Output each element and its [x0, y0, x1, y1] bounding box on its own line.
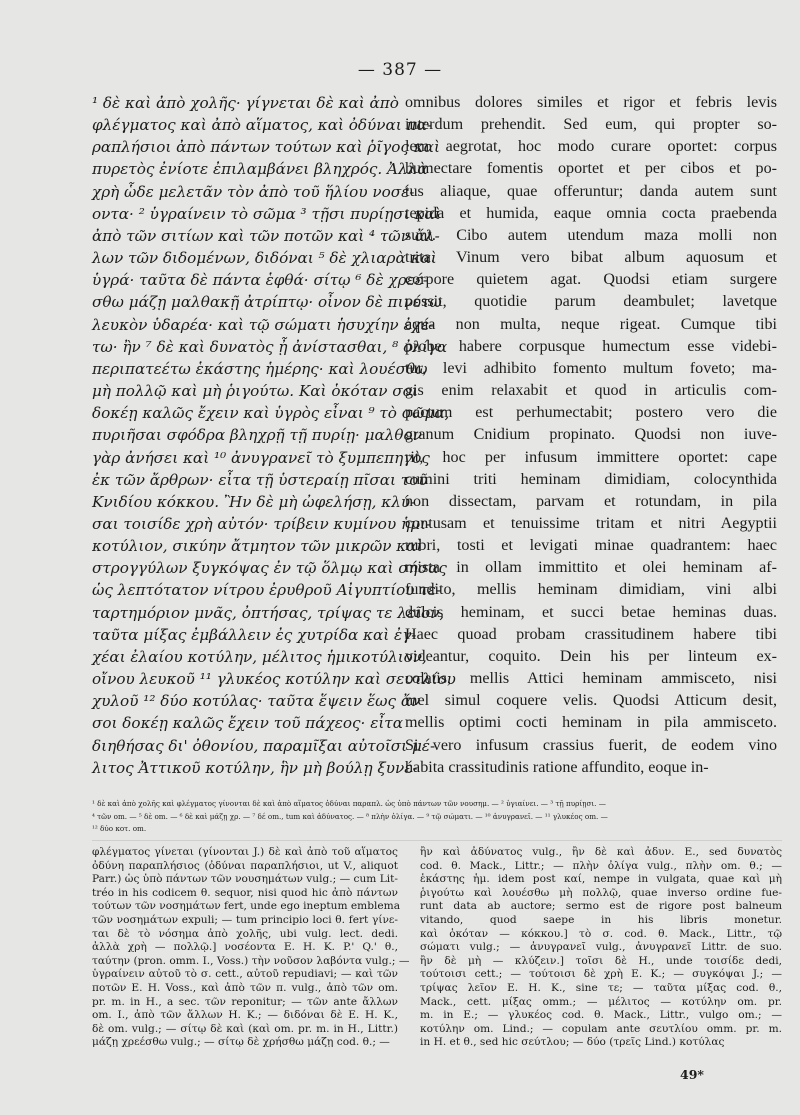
footnote-line: ¹ δὲ καὶ ἀπὸ χολῆς καὶ φλέγματος γίνονται δὲ καὶ ἀπὸ αἵματος ὀδύναι παραπλ. ὡς ὑπὸ πάντων τῶν νουσημ. — ² ὑγιαίνει. — ³ τῇ πυρίῃσι. —: [92, 799, 606, 808]
greek-line: διηθήσας δι' ὀθονίου, παραμῖξαι αὐτοῖσι μέ-: [92, 736, 436, 755]
greek-line: κοτύλιον, σικύην ἄτμητον τῶν μικρῶν καὶ: [92, 537, 423, 556]
latin-line: rit, hoc per infusum immittere oportet: cape: [405, 448, 777, 466]
greek-line: ἐκ τῶν ἄρθρων· εἶτα τῇ ὑστεραίῃ πῖσαι τοῦ: [92, 470, 428, 489]
note-line: ὀδύνη παραπλήσιος (ὀδύναι παραπλήσιοι, ut V., aliquot: [92, 859, 398, 872]
latin-line: videantur, coquito. Dein his per linteum ex-: [405, 647, 777, 665]
latin-line: contusam et tenuissime tritam et nitri Aegyptii: [405, 514, 777, 532]
note-line: κοτύλην om. Lind.; — copulam ante σευτλίου omm. pr. m.: [420, 1022, 782, 1035]
note-line: καὶ ὁκόταν — κόκκου.] τὸ σ. cod. θ. Mack., Littr., τῷ: [420, 927, 782, 940]
latin-line: possit, quotidie parum deambulet; lavetque: [405, 293, 777, 311]
greek-line: γὰρ ἀνήσει καὶ ¹⁰ ἀνυγρανεῖ τὸ ξυμπεπηγὸς: [92, 448, 430, 467]
note-line: ἢν καὶ ἀδύνατος vulg., ἢν δὲ καὶ ἀδυν. E., sed δυνατὸς: [420, 846, 782, 858]
note-line: ὑγραίνειν αὐτοῦ τὸ σ. cett., αὐτοῦ repudiavi; — καὶ τῶν: [92, 968, 398, 981]
note-line: pr. m. in H., a sec. τῶν reponitur; — τῶν ante ἄλλων: [92, 995, 398, 1008]
latin-line: mista in ollam immittito et olei heminam af-: [405, 559, 777, 577]
note-line: cod. θ. Mack., Littr.; — πλὴν ὀλίγα vulg., πλὴν om. θ.; —: [420, 859, 782, 872]
note-line: ἢν δὲ μὴ — κλύζειν.] τοῖσι δὲ H., unde τοισίδε dedi,: [420, 954, 782, 967]
footnote-line: ¹² δύο κοτ. om.: [92, 824, 147, 834]
note-line: τούτοισι cett.; — τούτοισι δὲ χρὴ E. K.; — συγκόψαι J.; —: [420, 968, 782, 981]
note-line: τῶν νοσημάτων expuli; — tum principio loci θ. fert γίνε-: [92, 913, 398, 926]
greek-line: ὑγρά· ταῦτα δὲ πάντα ἑφθά· σίτῳ ⁶ δὲ χρεέ-: [92, 271, 428, 290]
footnote-divider: [92, 840, 782, 841]
latin-line: sunt. Cibo autem utendum maza molli non: [405, 226, 777, 244]
latin-line: trita. Vinum vero bibat album aquosum et: [405, 249, 777, 267]
note-line: τρίψας λεῖον E. H. K., sine τε; — ταῦτα μίξας cod. θ.,: [420, 981, 782, 994]
latin-line: tepida et humida, eaque omnia cocta praebenda: [405, 204, 777, 222]
greek-line: σθω μάζῃ μαλθακῇ ἀτρίπτῳ· οἶνον δὲ πινέτω: [92, 293, 442, 312]
greek-line: ἀπὸ τῶν σιτίων καὶ τῶν ποτῶν καὶ ⁴ τῶν ἄλ-: [92, 226, 440, 245]
greek-line: πυριῆσαι σφόδρα βληχρῇ τῇ πυρίῃ· μαλθον: [92, 426, 422, 445]
greek-line: ραπλήσιοι ἀπὸ πάντων τούτων καὶ ῥῖγος καὶ: [92, 138, 440, 157]
latin-line: lem aegrotat, hoc modo curare oportet: corpus: [405, 138, 777, 156]
greek-line: μὴ πολλῷ καὶ μὴ ῥιγούτω. Καὶ ὁκόταν σοι: [92, 382, 418, 401]
note-line: ται δὲ τὸ νόσημα ἀπὸ χολῆς, ubi vulg. lect. dedi.: [92, 927, 398, 940]
note-line: runt data ab auctore; sermo est de rigore post balneum: [420, 900, 782, 913]
latin-line: Si vero infusum crassius fuerit, de eodem vino: [405, 736, 777, 754]
note-line: σώματι vulg.; — ἀνυγρανεῖ vulg., ἀνυγρανεῖ Littr. de suo.: [420, 941, 782, 954]
note-line: Mack., cett. μίξας omm.; — μέλιτος — κοτύλην om. pr.: [420, 995, 782, 1008]
note-line: ποτῶν E. H. Voss., καὶ ἀπὸ τῶν π. vulg., ἀπὸ τῶν om.: [92, 981, 398, 994]
greek-line: χέαι ἐλαίου κοτύλην, μέλιτος ἡμικοτύλιον,: [92, 647, 427, 666]
note-line: in H. et θ., sed hic σεύτλου; — δύο (τρεῖς Lind.) κοτύλας: [420, 1036, 725, 1049]
latin-line: mellis optimi cocti heminam in pila ammisceto.: [405, 714, 777, 732]
page-number-header: — 387 —: [357, 60, 443, 80]
latin-line: interdum prehendit. Sed eum, qui propter so-: [405, 116, 777, 134]
greek-line: ταῦτα μίξας ἐμβάλλειν ἐς χυτρίδα καὶ ἐγ-: [92, 625, 417, 644]
note-line: ῥιγούτω καὶ λουέσθω μὴ πολλῷ, quae inverso ordine fue-: [420, 886, 782, 899]
latin-line: tus aliaque, quae offeruntur; danda autem sunt: [405, 182, 777, 200]
latin-line: omnibus dolores similes et rigor et febris levis: [405, 94, 777, 111]
greek-line: πυρετὸς ἐνίοτε ἐπιλαμβάνει βληχρός. Ἀλλὰ: [92, 160, 428, 179]
latin-line: fundito, mellis heminam dimidiam, vini albi: [405, 581, 777, 599]
greek-line: χρὴ ὧδε μελετᾶν τὸν ἀπὸ τοῦ ἥλίου νοσέ-: [92, 182, 415, 201]
note-line: τούτων τῶν νοσημάτων fert, unde ego ineptum emblema: [92, 900, 401, 913]
note-line: ταύτην (pron. omm. I., Voss.) τὴν νοῦσον λαβόντα vulg.; —: [92, 954, 410, 967]
latin-line: granum Cnidium propinato. Quodsi non iuve-: [405, 426, 777, 444]
greek-line: στρογγύλων ξυγκόψας ἐν τῷ ὅλμῳ καὶ σήσας: [92, 559, 447, 578]
greek-line: χυλοῦ ¹² δύο κοτύλας· ταῦτα ἕψειν ἕως ἄν: [92, 692, 421, 711]
latin-line: gis enim relaxabit et quod in articulis com-: [405, 382, 777, 400]
greek-text-column: [92, 92, 456, 779]
latin-line: pactum est perhumectabit; postero vero die: [405, 404, 777, 422]
latin-line: non dissectam, parvam et rotundam, in pila: [405, 492, 777, 510]
greek-line: φλέγματος καὶ ἀπὸ αἵματος, καὶ ὀδύναι πα-: [92, 116, 432, 135]
greek-line: Κνιδίου κόκκου. Ἢν δὲ μὴ ὠφελήσῃ, κλύ-: [92, 492, 416, 511]
greek-line: δοκέῃ καλῶς ἔχειν καὶ ὑγρὸς εἶναι ⁹ τὸ σῶμα,: [92, 404, 450, 423]
greek-line: σοι δοκέῃ καλῶς ἔχειν τοῦ πάχεος· εἶτα: [92, 714, 403, 733]
latin-translation-column: [405, 92, 777, 779]
greek-line: ¹ δὲ καὶ ἀπὸ χολῆς· γίγνεται δὲ καὶ ἀπὸ: [92, 94, 399, 112]
greek-line: οἴνου λευκοῦ ¹¹ γλυκέος κοτύλην καὶ σευτλίου: [92, 670, 456, 689]
note-line: δὲ om. vulg.; — σίτῳ δὲ καὶ (καὶ om. pr. m. in H., Littr.): [92, 1022, 398, 1035]
greek-line: ὡς λεπτότατον νίτρου ἐρυθροῦ Αἰγυπτίου τε-: [92, 581, 442, 600]
note-line: vitando, quod saepe in his libris monetur.: [420, 913, 782, 926]
critical-notes-right: [420, 846, 782, 1050]
note-line: φλέγματος γίνεται (γίνονται J.) δὲ καὶ ἀπὸ τοῦ αἵματος: [92, 846, 398, 858]
latin-line: cumini triti heminam dimidiam, colocynthida: [405, 470, 777, 488]
latin-line: mel simul coquere velis. Quodsi Atticum desit,: [405, 692, 777, 710]
latin-line: aqua non multa, neque rigeat. Cumque tibi: [405, 315, 777, 333]
note-line: μάζῃ χρεέσθω vulg.; — σίτῳ δὲ χρήσθω μάζῃ cod. θ.; —: [92, 1036, 390, 1049]
greek-line: οντα· ² ὑγραίνειν τὸ σῶμα ³ τῇσι πυρίῃσι καὶ: [92, 204, 441, 223]
latin-line: probe habere corpusque humectum esse videbi-: [405, 337, 777, 355]
signature-mark: 49*: [680, 1067, 704, 1082]
greek-line: ταρτημόριον μνᾶς, ὀπτήσας, τρίψας τε λεῖον,: [92, 603, 445, 622]
latin-line: rubri, tosti et levigati minae quadrantem: haec: [405, 537, 777, 555]
greek-line: περιπατεέτω ἑκάστης ἡμέρης· καὶ λουέσθω: [92, 359, 428, 378]
latin-line: dulcis heminam, et succi betae heminas duas.: [405, 603, 777, 621]
note-line: m. in E.; — γλυκέος cod. θ. Mack., Littr., vulgo om.; —: [420, 1009, 782, 1022]
note-line: tréo in his codicem θ. sequor, nisi quod hic ἀπὸ πάντων: [92, 886, 398, 899]
greek-line: λευκὸν ὑδαρέα· καὶ τῷ σώματι ἡσυχίην ἐχέ-: [92, 315, 435, 334]
latin-line: tur, levi adhibito fomento multum foveto; ma-: [405, 359, 777, 377]
greek-line: λιτος Ἀττικοῦ κοτύλην, ἣν μὴ βούλῃ ξυνέ-: [92, 758, 418, 777]
variant-footnotes: [92, 798, 782, 836]
note-line: Parr.) ὡς ὑπὸ πάντων τῶν νουσημάτων vulg.; — cum Lit-: [92, 873, 398, 886]
critical-notes-left: [92, 846, 410, 1050]
footnote-line: ⁴ τῶν om. — ⁵ δὲ om. — ⁶ δὲ καὶ μάζῃ χρ. — ⁷ δέ om., tum καὶ ἀδύνατος. — ⁸ πλὴν ὀλίγα. — ⁹ τῷ σώματι. — ¹⁰ ἀνυγρανεῖ. — ¹¹ γλυκέος om. —: [92, 811, 608, 821]
note-line: ἀλλὰ χρὴ — πολλῷ.] νοσέοντα E. H. K. P.' Q.' θ.,: [92, 941, 398, 954]
latin-line: colatis, mellis Attici heminam ammisceto, nisi: [405, 670, 777, 688]
greek-line: λων τῶν διδομένων, διδόναι ⁵ δὲ χλιαρὰ καὶ: [92, 249, 437, 268]
latin-line: corpore quietem agat. Quodsi etiam surgere: [405, 271, 777, 289]
latin-line: humectare fomentis oportet et per cibos et po-: [405, 160, 777, 178]
greek-line: τω· ἢν ⁷ δὲ καὶ δυνατὸς ᾖ ἀνίστασθαι, ⁸ ὀλίγα: [92, 337, 448, 356]
latin-line: Haec quoad probam crassitudinem habere tibi: [405, 625, 777, 643]
note-line: om. I., ἀπὸ τῶν ἄλλων H. K.; — διδόναι δὲ E. H. K.,: [92, 1009, 398, 1022]
greek-line: σαι τοισίδε χρὴ αὐτόν· τρίβειν κυμίνου ἡμι-: [92, 514, 432, 533]
note-line: ἑκάστης ἡμ. idem post καί, nempe in vulgata, quae καὶ μὴ: [420, 873, 782, 886]
latin-line: habita crassitudinis ratione affundito, eoque in-: [405, 758, 709, 776]
